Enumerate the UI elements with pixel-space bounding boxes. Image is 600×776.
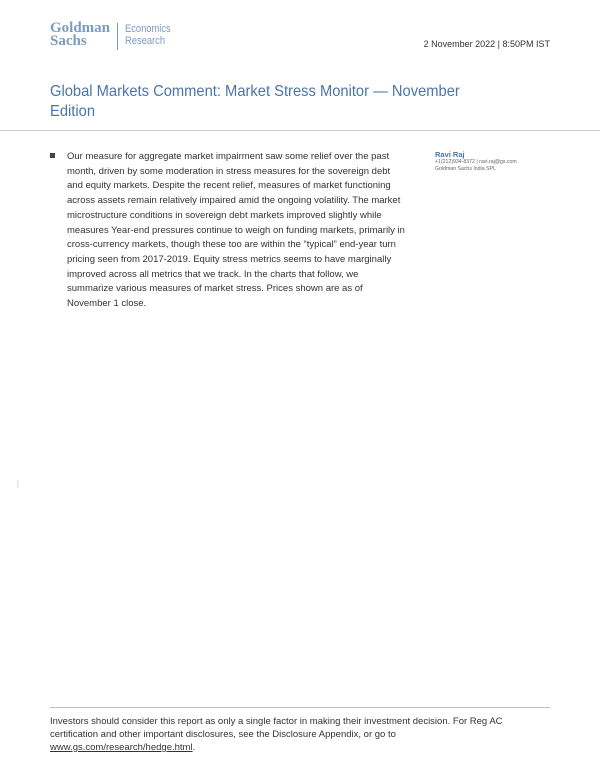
disclaimer-end: . — [192, 742, 196, 753]
summary-paragraph: Our measure for aggregate market impairment saw some relief over the past month, driven by some moderation in stress measures for the sovereign debt and equity markets. Despite the recent relief, measures of market functioning across assets remain relatively impaired amid the ongoing volatility. The market microstructure conditions in sovereign debt markets improved slightly while measures Year-end pressures continue to weigh on funding markets, primarily in cross-currency markets, though these too are within the “typical” end-year turn pricing seen from 2017-2019. Equity stress metrics seems to have marginally improved across all metrics that we track. In the charts that follow, we summarize various measures of market stress. Prices shown are as of November 1 close. — [67, 151, 405, 310]
author-name: Ravi Raj — [435, 150, 465, 159]
bullet-icon — [50, 153, 55, 158]
title-divider — [0, 130, 600, 131]
disclaimer-text: Investors should consider this report as only a single factor in making their investment decision. For Reg AC certification and other important disclosures, see the Disclosure Appendix, or go to — [50, 716, 503, 740]
margin-mark: | — [17, 481, 19, 488]
author-contact: +1(212)934-8372 | ravi.raj@gs.com — [435, 159, 517, 165]
disclosure-link[interactable]: www.gs.com/research/hedge.html — [50, 742, 193, 753]
summary-section — [50, 150, 405, 312]
footer-divider — [50, 707, 550, 708]
logo-line-2: Sachs — [50, 33, 87, 49]
report-title: Global Markets Comment: Market Stress Monitor — November Edition — [50, 83, 460, 120]
logo-sub-line-2: Research — [125, 35, 166, 47]
logo-subtitle — [125, 23, 171, 47]
disclaimer — [50, 715, 540, 754]
logo-sub-line-1: Economics — [125, 23, 171, 35]
logo-line-1: Goldman — [50, 20, 111, 36]
goldman-sachs-logo — [50, 22, 179, 52]
author-block — [435, 150, 555, 172]
logo-divider — [117, 23, 118, 50]
publication-date: 2 November 2022 | 8:50PM IST — [423, 39, 550, 49]
logo-wordmark — [50, 22, 110, 48]
author-firm: Goldman Sachs India SPL — [435, 165, 496, 172]
